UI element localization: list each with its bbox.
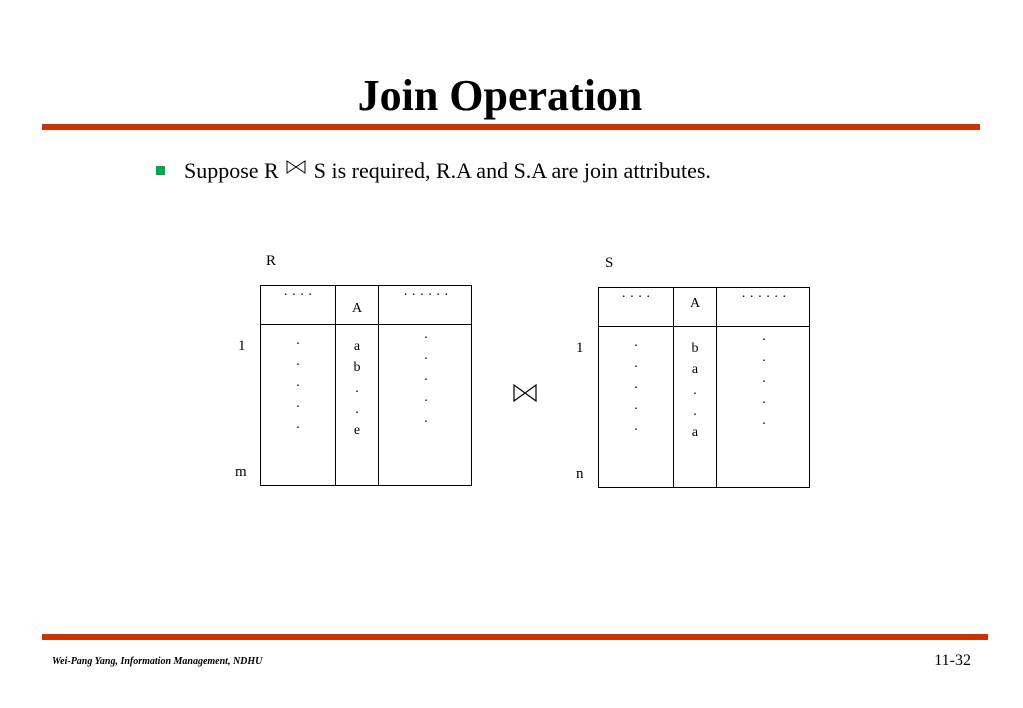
cell-value: . — [424, 348, 428, 363]
cell-value: a — [691, 362, 699, 377]
cell-value: b — [691, 341, 699, 356]
bowtie-join-icon — [513, 384, 537, 402]
cell-value: a — [691, 425, 699, 440]
cell-value: . — [634, 398, 638, 413]
column-a-values — [674, 338, 716, 443]
bullet-text — [184, 158, 711, 184]
cell-value: . — [634, 335, 638, 350]
cell-value: . — [634, 377, 638, 392]
relation-r-table — [260, 285, 472, 486]
cell-value: . — [424, 411, 428, 426]
cell-value: . — [693, 383, 697, 398]
relation-s-table — [598, 287, 810, 488]
header-cell: · · · · — [621, 290, 651, 305]
title-divider — [42, 124, 980, 130]
cell-value: . — [634, 356, 638, 371]
cell-value: . — [762, 392, 766, 407]
relation-r-first-row-label: 1 — [238, 338, 246, 354]
header-divider — [599, 326, 809, 327]
column-a-values — [336, 336, 378, 441]
page-number: 11-32 — [934, 652, 971, 669]
header-divider — [261, 324, 471, 325]
relation-s-name: S — [605, 255, 614, 271]
cell-value: . — [762, 350, 766, 365]
cell-value: . — [296, 333, 300, 348]
cell-value: . — [762, 371, 766, 386]
footer-divider — [42, 634, 988, 640]
cell-value: . — [296, 354, 300, 369]
bowtie-join-icon — [286, 160, 306, 174]
cell-value: . — [424, 327, 428, 342]
bullet-text-after: S is required, R.A and S.A are join attributes. — [313, 158, 711, 183]
cell-value: . — [355, 402, 359, 417]
cell-value: . — [296, 417, 300, 432]
cell-value: . — [296, 396, 300, 411]
cell-value: b — [353, 360, 361, 375]
column-values — [261, 334, 335, 439]
cell-value: a — [353, 339, 361, 354]
cell-value: . — [424, 369, 428, 384]
column-values — [599, 336, 673, 441]
cell-value: e — [353, 423, 361, 438]
slide-title: Join Operation — [357, 71, 643, 120]
header-cell-a: A — [689, 296, 701, 311]
cell-value: . — [355, 381, 359, 396]
header-cell: · · · · · · — [741, 290, 787, 305]
header-cell: · · · · · · — [403, 288, 449, 303]
cell-value: . — [762, 329, 766, 344]
column-values — [379, 328, 473, 433]
cell-value: . — [762, 413, 766, 428]
column-values — [717, 330, 811, 435]
bullet-text-before: Suppose R — [184, 158, 279, 183]
relation-r-last-row-label: m — [235, 464, 247, 480]
relation-s-last-row-label: n — [576, 466, 584, 482]
footer-author: Wei-Pang Yang, Information Management, NDHU — [52, 656, 263, 667]
bullet-square-icon — [156, 166, 165, 175]
cell-value: . — [424, 390, 428, 405]
relation-r-name: R — [266, 253, 277, 269]
cell-value: . — [693, 404, 697, 419]
relation-s-first-row-label: 1 — [576, 340, 584, 356]
cell-value: . — [634, 419, 638, 434]
header-cell-a: A — [351, 301, 363, 316]
cell-value: . — [296, 375, 300, 390]
header-cell: · · · · — [283, 288, 313, 303]
